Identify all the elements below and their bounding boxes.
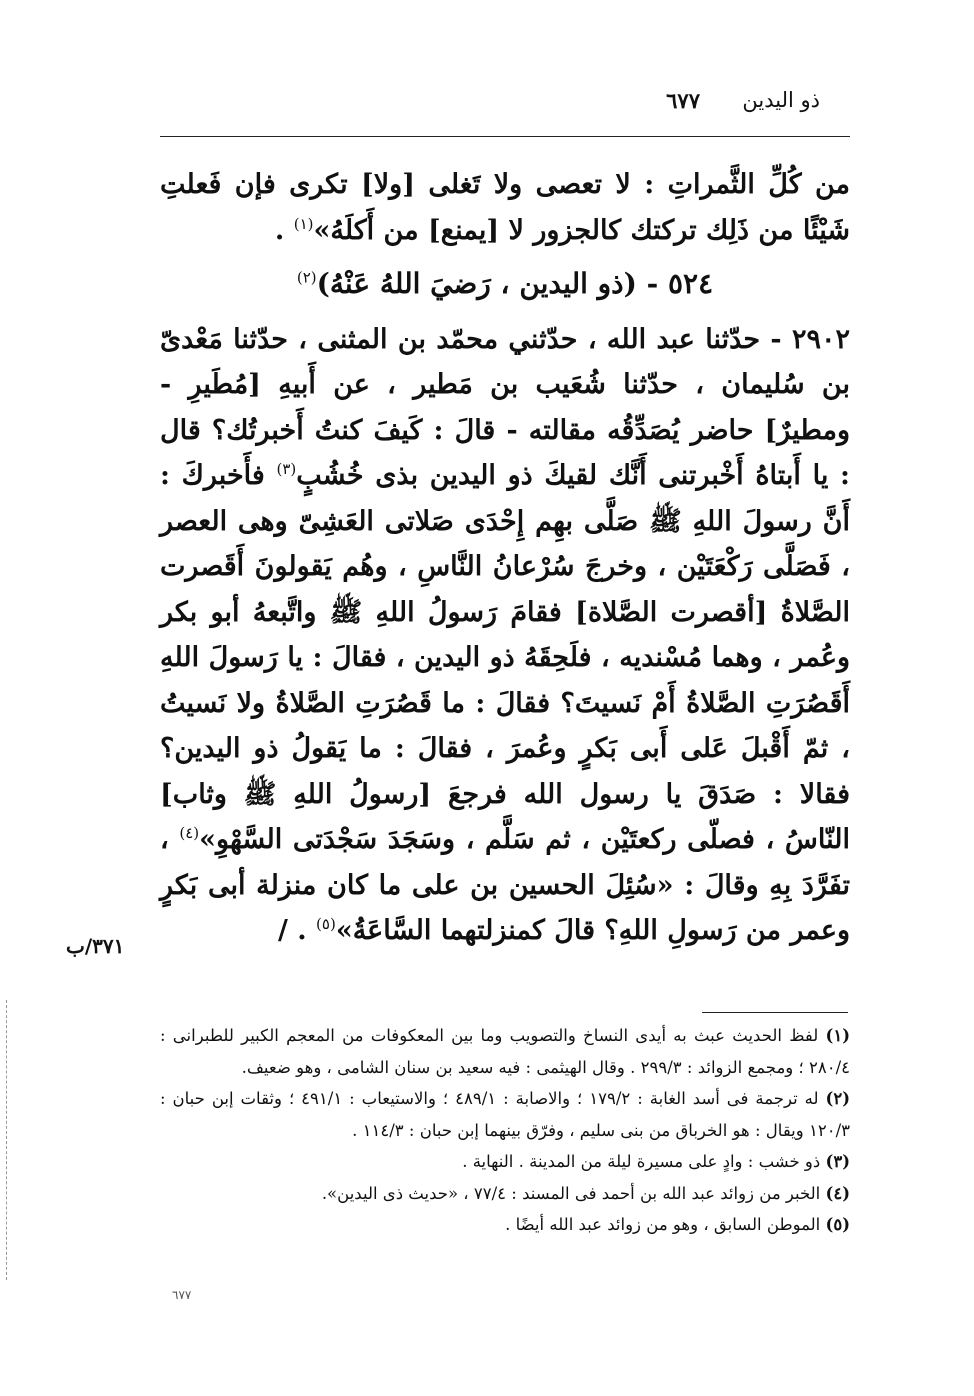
entry-heading: [160, 261, 850, 307]
footnote-text: الموطن السابق ، وهو من زوائد عبد الله أيضًا .: [505, 1215, 821, 1234]
header-title: ذو اليدين: [742, 88, 820, 112]
footnote-ref-4: (٤): [179, 824, 200, 842]
continuation-paragraph: [160, 162, 850, 253]
footnote-text: الخبر من زوائد عبد الله بن أحمد فى المسند : ٧٧/٤ ، «حديث ذى اليدين».: [321, 1183, 821, 1203]
footnote-ref-3: (٣): [276, 460, 297, 478]
footnote-number: (٥): [825, 1215, 850, 1234]
hadith-text-2: فأَخبركَ : أَنَّ رسولَ اللهِ ﷺ صَلَّى بهِم إِحْدَى صَلاتى العَشِىّ وهى العصر ، فَصَلَّى رَكْعَتَيْن ، وخرجَ سُرْعانُ النَّاسِ ، وهُم يَقولونَ أَقَصرت الصَّلاةُ [أقصرت الصَّلاة] فقامَ رَسولُ اللهِ ﷺ واتَّبعهُ أبو بكر وعُمر ، وهما مُسْنديه ، فلَحِقَهُ ذو اليدين ، فقالَ : يا رَسولَ اللهِ أَقَصُرَتِ الصَّلاةُ أَمْ نَسيتَ؟ فقالَ : ما قَصُرَتِ الصَّلاةُ ولا نَسيتُ ، ثمّ أَقْبلَ عَلى أَبى بَكرٍ وعُمرَ ، فقالَ : ما يَقولُ ذو اليدين؟ فقالا : صَدَقَ يا رسول الله فرجعَ [رسولُ اللهِ ﷺ وثاب] النّاسُ ، فصلّى ركعتَيْن ، ثم سَلَّم ، وسَجَدَ سَجْدَتى السَّهْوِ»: [160, 460, 850, 855]
faint-page-mark: ٦٧٧: [172, 1288, 192, 1302]
header-page-number: ٦٧٧: [666, 88, 700, 113]
footnote-4: [160, 1178, 850, 1210]
footnote-rule: [702, 1012, 848, 1013]
footnote-text: لفظ الحديث عبث به أيدى النساخ والتصويب وما بين المعكوفات من المعجم الكبير للطبرانى : ٢٨٠/٤ ؛ ومجمع الزوائد : ٢٩٩/٣ . وقال الهيثمى : فيه سعيد بن سنان الشامى ، وهو ضعيف.: [160, 1026, 850, 1077]
footnote-number: (١): [825, 1026, 850, 1045]
footnote-number: (٤): [825, 1183, 850, 1203]
hadith-number: ٢٩٠٢: [792, 323, 851, 355]
footnote-3: [160, 1146, 850, 1178]
footnote-2: [160, 1083, 850, 1146]
hadith-paragraph: [160, 317, 850, 954]
entry-heading-text: ٥٢٤ - (ذو اليدين ، رَضيَ اللهُ عَنْهُ): [316, 267, 714, 300]
footnote-ref-1: (١): [293, 214, 314, 233]
footnotes: [160, 1020, 850, 1241]
main-text: [160, 162, 850, 954]
footnote-ref-5: (٥): [316, 915, 336, 933]
footnote-1: [160, 1020, 850, 1083]
continuation-end: .: [274, 214, 285, 246]
footnote-text: ذو خشب : وادٍ على مسيرة ليلة من المدينة . النهاية .: [462, 1152, 821, 1171]
footnote-5: [160, 1209, 850, 1241]
hadith-end: . /: [277, 915, 307, 946]
header-rule: [160, 136, 850, 137]
footnote-ref-2: (٢): [296, 268, 317, 287]
scan-edge-mark: [6, 1000, 9, 1280]
running-header: [150, 88, 850, 128]
hadith-text-1: - حدّثنا عبد الله ، حدّثني محمّد بن المثنى ، حدّثنا مَعْدىّ بن سُليمان ، حدّثنا شُعَيب بن مَطير ، عن أَبيهِ [مُطَيرِ - ومطيرٌ] حاضر يُصَدِّقُه مقالته - قالَ : كَيفَ كنتُ أَخبرتُك؟ قال : يا أَبتاهُ أَخْبرتنى أَنَّك لقيكَ ذو اليدين بذى خُشُبٍ: [160, 323, 851, 491]
hadith-text-3: ، تفَرَّدَ بِهِ وقالَ : «سُئِلَ الحسين بن على ما كان منزلة أبى بَكرٍ وعمر من رَسولِ اللهِ؟ قالَ كمنزلتهما السَّاعَةُ»: [160, 824, 850, 946]
margin-folio-note: ٣٧١/ب: [66, 934, 125, 958]
continuation-text: من كُلِّ الثَّمراتِ : لا تعصى ولا تَغلى [ولا] تكرى فإن فَعلتِ شَيْئًا من ذَلِك تركتك كالجزور لا [يمنع] من أَكلَهُ»: [160, 169, 850, 246]
footnote-number: (٣): [825, 1152, 850, 1171]
footnote-number: (٢): [825, 1089, 850, 1108]
footnote-text: له ترجمة فى أسد الغابة : ١٧٩/٢ ؛ والاصابة : ٤٨٩/١ ؛ والاستيعاب : ٤٩١/١ ؛ وثقات إبن حبان : ١٢٠/٣ ويقال : هو الخرباق من بنى سليم ، وفرّق بينهما إبن حبان : ١١٤/٣ .: [160, 1089, 850, 1140]
